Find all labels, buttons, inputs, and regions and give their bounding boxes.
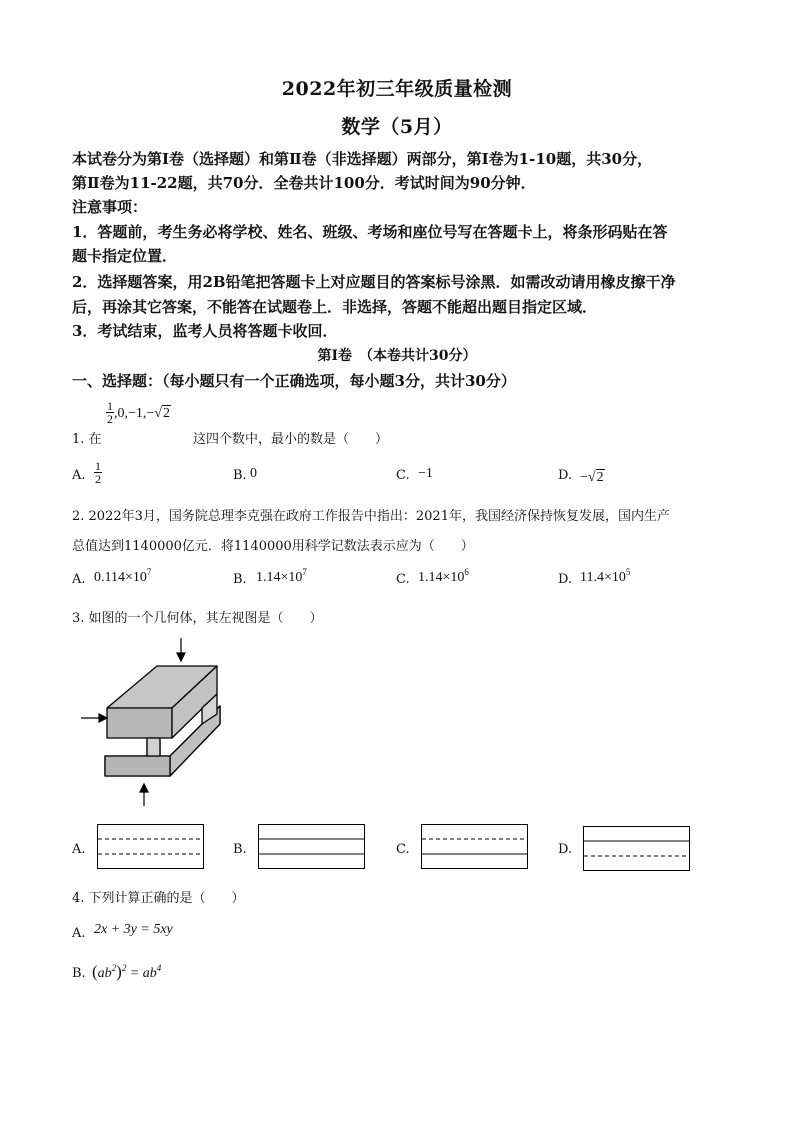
q3-option-b-label: B.: [233, 842, 247, 857]
note-3: 3．考试结束，监考人员将答题卡收回．: [72, 322, 338, 340]
q1-d-sign: −: [580, 470, 588, 485]
q1-option-a-value: [94, 460, 102, 485]
intro-line-1: 本试卷分为第Ⅰ卷（选择题）和第Ⅱ卷（非选择题）两部分，第Ⅰ卷为1-10题，共30分，: [72, 150, 653, 168]
q2-option-b-label: B.: [233, 572, 247, 587]
q4-option-b-expr: $(ab^2)^2 = ab^4$: [92, 962, 162, 981]
q3-stem: 3. 如图的一个几何体，其左视图是（ ）: [72, 611, 323, 626]
q1-set-root: 2: [162, 406, 170, 421]
q1-number-set: [106, 400, 171, 425]
notes-heading: 注意事项：: [72, 198, 148, 216]
q3-option-d-figure: [583, 826, 691, 872]
note-2-line-1: 2．选择题答案，用2B铅笔把答题卡上对应题目的答案标号涂黑．如需改动请用橡皮擦干净: [72, 273, 676, 291]
note-1-line-2: 题卡指定位置．: [72, 247, 178, 265]
q2-d-exp: 5: [625, 567, 631, 577]
q1-option-b-value: 0: [250, 466, 257, 481]
q3-option-b-figure: [258, 824, 366, 870]
q2-option-d-value: [580, 567, 631, 586]
solid-figure: [75, 636, 245, 811]
q3-option-a-figure: [97, 824, 205, 870]
q1-set-fraction-numerator: 1: [107, 399, 113, 413]
q1-set-rest: ,0,−1,−: [114, 406, 155, 421]
section-heading: 一、选择题：（每小题只有一个正确选项，每小题3分，共计30分）: [72, 372, 516, 390]
q1-stem: 这四个数中，最小的数是（ ）: [193, 432, 389, 447]
q2-option-c-label: C.: [396, 572, 410, 587]
q1-option-d-label: D.: [558, 468, 573, 483]
q2-b-exp: 7: [302, 567, 307, 577]
q3-option-c-label: C.: [396, 842, 410, 857]
q2-a-exp: 7: [146, 567, 152, 577]
q1-option-b-label: B.: [233, 468, 247, 483]
q4-b-rhs: = ab: [129, 966, 157, 981]
q4-option-a-label: A.: [72, 926, 86, 941]
q3-option-a-label: A.: [72, 842, 86, 857]
q2-option-a-value: [94, 567, 152, 586]
q3-option-d-label: D.: [558, 842, 573, 857]
q4-option-a-expr: 2x + 3y = 5xy: [94, 922, 173, 937]
q2-line-1: 2. 2022年3月，国务院总理李克强在政府工作报告中指出：2021年，我国经济保持恢复发展，国内生产: [72, 509, 670, 524]
q2-b-base: 1.14×10: [256, 570, 303, 585]
q4-option-b-label: B.: [72, 966, 86, 981]
q2-d-base: 11.4×10: [580, 570, 626, 585]
q1-prefix: 1. 在: [72, 432, 102, 447]
q4-b-inner-exp: 2: [111, 963, 117, 973]
q1-option-a-label: A.: [72, 468, 86, 483]
q2-c-base: 1.14×10: [418, 570, 465, 585]
q2-option-c-value: [418, 567, 469, 586]
exam-subtitle: 数学（5月）: [341, 116, 453, 138]
q4-b-outer-exp: 2: [121, 963, 127, 973]
q2-a-base: 0.114×10: [94, 570, 147, 585]
q2-option-d-label: D.: [558, 572, 573, 587]
intro-line-2: 第Ⅱ卷为11-22题，共70分．全卷共计100分．考试时间为90分钟．: [72, 174, 536, 192]
sqrt-icon: √: [154, 406, 162, 421]
q1-a-denominator: 2: [95, 472, 101, 486]
q1-option-c-label: C.: [396, 468, 410, 483]
q2-option-b-value: [256, 567, 307, 586]
q4-b-inner: ab: [97, 966, 112, 981]
part-1-heading: 第Ⅰ卷 （本卷共计30分）: [317, 348, 477, 364]
q1-d-root: 2: [596, 470, 604, 485]
q2-c-exp: 6: [464, 567, 469, 577]
q2-line-2: 总值达到1140000亿元．将1140000用科学记数法表示应为（ ）: [72, 539, 474, 554]
q3-option-c-figure: [421, 824, 529, 870]
q1-option-c-value: −1: [418, 466, 433, 481]
note-1-line-1: 1．答题前，考生务必将学校、姓名、班级、考场和座位号写在答题卡上，将条形码贴在答: [72, 223, 668, 241]
q4-stem: 4. 下列计算正确的是（ ）: [72, 891, 245, 906]
q1-set-fraction-denominator: 2: [107, 412, 113, 426]
exam-title: 2022年初三年级质量检测: [281, 78, 513, 100]
q4-b-rhs-exp: 4: [156, 963, 162, 973]
sqrt-icon: √: [587, 470, 596, 485]
note-2-line-2: 后，再涂其它答案，不能答在试题卷上．非选择，答题不能超出题目指定区域．: [72, 298, 598, 316]
q1-a-numerator: 1: [95, 459, 101, 473]
q1-option-d-value: [580, 466, 605, 486]
q2-option-a-label: A.: [72, 572, 86, 587]
